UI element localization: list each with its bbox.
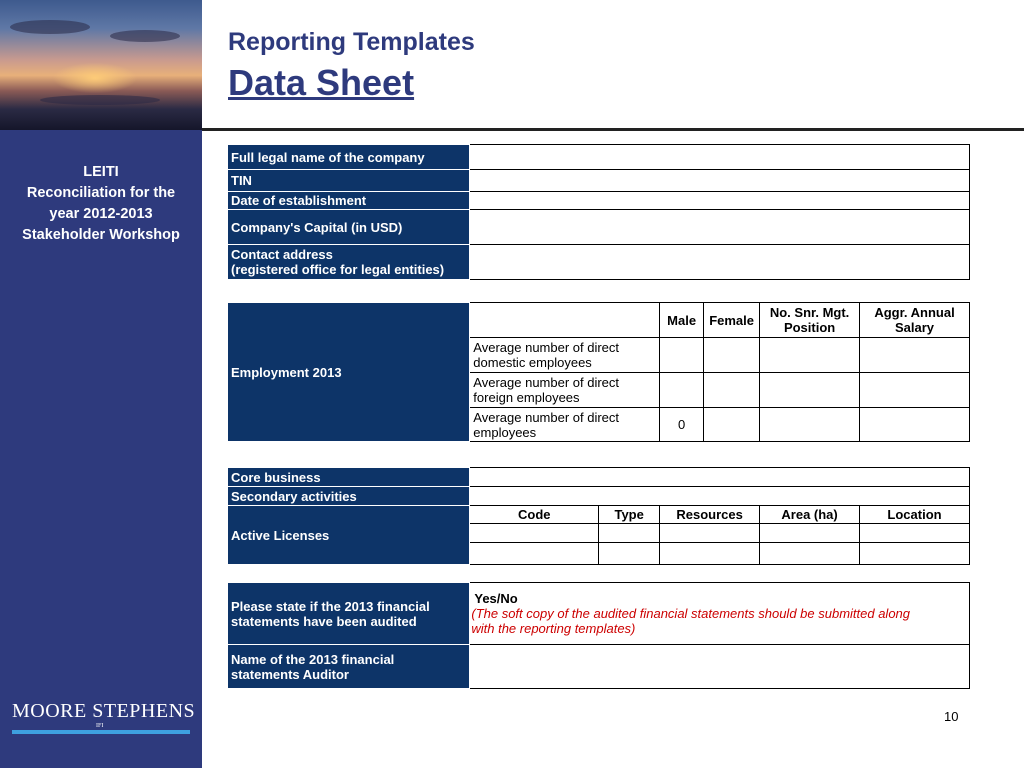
license-cell[interactable] — [470, 543, 599, 565]
total-snr-cell[interactable] — [760, 408, 860, 442]
employment-table — [228, 302, 970, 442]
establishment-date-field[interactable] — [470, 192, 970, 210]
sidebar-line: LEITI — [83, 164, 119, 180]
domestic-male-cell[interactable] — [660, 338, 704, 373]
core-business-label: Core business — [228, 468, 470, 487]
yes-no-text: Yes/No — [474, 591, 518, 606]
auditor-name-label — [228, 645, 470, 689]
row-label-line: Average number of direct — [473, 375, 620, 390]
tin-field[interactable] — [470, 170, 970, 192]
company-name-field[interactable] — [470, 145, 970, 170]
employment-label: Employment 2013 — [228, 303, 470, 442]
auditor-name-field[interactable] — [470, 645, 970, 689]
total-female-cell[interactable] — [704, 408, 760, 442]
sidebar-line: Stakeholder Workshop — [22, 227, 180, 243]
page-number: 10 — [944, 709, 959, 724]
salary-header: Aggr. Annual Salary — [860, 303, 970, 338]
location-header: Location — [860, 506, 970, 524]
resources-header: Resources — [660, 506, 760, 524]
total-employees-label — [470, 408, 660, 442]
audit-table — [228, 582, 970, 689]
row-label-line: foreign employees — [473, 390, 580, 405]
snr-mgt-header: No. Snr. Mgt. Position — [760, 303, 860, 338]
foreign-male-cell[interactable] — [660, 373, 704, 408]
workshop-title — [0, 162, 202, 246]
page-subtitle: Data Sheet — [228, 62, 415, 103]
foreign-employees-label — [470, 373, 660, 408]
license-cell[interactable] — [860, 524, 970, 543]
male-header: Male — [660, 303, 704, 338]
row-label-line: Average number of direct — [473, 340, 620, 355]
contact-address-field[interactable] — [470, 245, 970, 280]
total-salary-cell[interactable] — [860, 408, 970, 442]
employment-header-blank — [470, 303, 660, 338]
establishment-date-label: Date of establishment — [228, 192, 470, 210]
logo-underline — [12, 730, 190, 734]
domestic-employees-label — [470, 338, 660, 373]
audit-note-line: (The soft copy of the audited financial statements should be submitted along — [471, 606, 911, 621]
sunset-image — [0, 0, 202, 130]
license-cell[interactable] — [470, 524, 599, 543]
area-header: Area (ha) — [760, 506, 860, 524]
foreign-female-cell[interactable] — [704, 373, 760, 408]
active-licenses-label: Active Licenses — [228, 506, 470, 565]
contact-address-label — [228, 245, 470, 280]
female-header: Female — [704, 303, 760, 338]
header-divider — [202, 128, 1024, 131]
label-line: statements have been audited — [231, 613, 417, 629]
domestic-salary-cell[interactable] — [860, 338, 970, 373]
domestic-female-cell[interactable] — [704, 338, 760, 373]
secondary-activities-field[interactable] — [470, 487, 970, 506]
audit-note-line: with the reporting templates) — [471, 621, 636, 636]
row-label-line: employees — [473, 424, 537, 440]
row-label-line: Average number of direct — [473, 409, 620, 425]
label-line: Name of the 2013 financial — [231, 651, 395, 667]
sidebar-line: Reconciliation for the — [26, 185, 176, 201]
foreign-snr-cell[interactable] — [760, 373, 860, 408]
audited-answer-cell[interactable] — [470, 583, 970, 645]
code-header: Code — [470, 506, 599, 524]
total-male-cell[interactable]: 0 — [660, 408, 704, 442]
core-business-field[interactable] — [470, 468, 970, 487]
license-cell[interactable] — [760, 524, 860, 543]
capital-label: Company's Capital (in USD) — [228, 210, 470, 245]
page-title: Reporting Templates — [228, 28, 475, 56]
contact-line: Contact address — [231, 247, 333, 262]
audited-question-label — [228, 583, 470, 645]
license-cell[interactable] — [660, 524, 760, 543]
capital-field[interactable] — [470, 210, 970, 245]
secondary-activities-label: Secondary activities — [228, 487, 470, 506]
row-label-line: domestic employees — [473, 355, 592, 370]
tin-label: TIN — [228, 170, 470, 192]
contact-line: (registered office for legal entities) — [231, 262, 445, 277]
sidebar — [0, 0, 202, 768]
label-line: statements Auditor — [231, 666, 349, 682]
business-table — [228, 467, 970, 565]
moore-stephens-logo: MOORE STEPHENS — [12, 700, 196, 722]
license-cell[interactable] — [599, 543, 660, 565]
license-cell[interactable] — [660, 543, 760, 565]
logo-sub: IFI — [96, 723, 104, 729]
label-line: Please state if the 2013 financial — [231, 598, 430, 614]
type-header: Type — [599, 506, 660, 524]
company-info-table — [228, 144, 970, 280]
license-cell[interactable] — [599, 524, 660, 543]
company-name-label: Full legal name of the company — [228, 145, 470, 170]
foreign-salary-cell[interactable] — [860, 373, 970, 408]
domestic-snr-cell[interactable] — [760, 338, 860, 373]
license-cell[interactable] — [860, 543, 970, 565]
sidebar-line: year 2012-2013 — [49, 206, 153, 222]
license-cell[interactable] — [760, 543, 860, 565]
